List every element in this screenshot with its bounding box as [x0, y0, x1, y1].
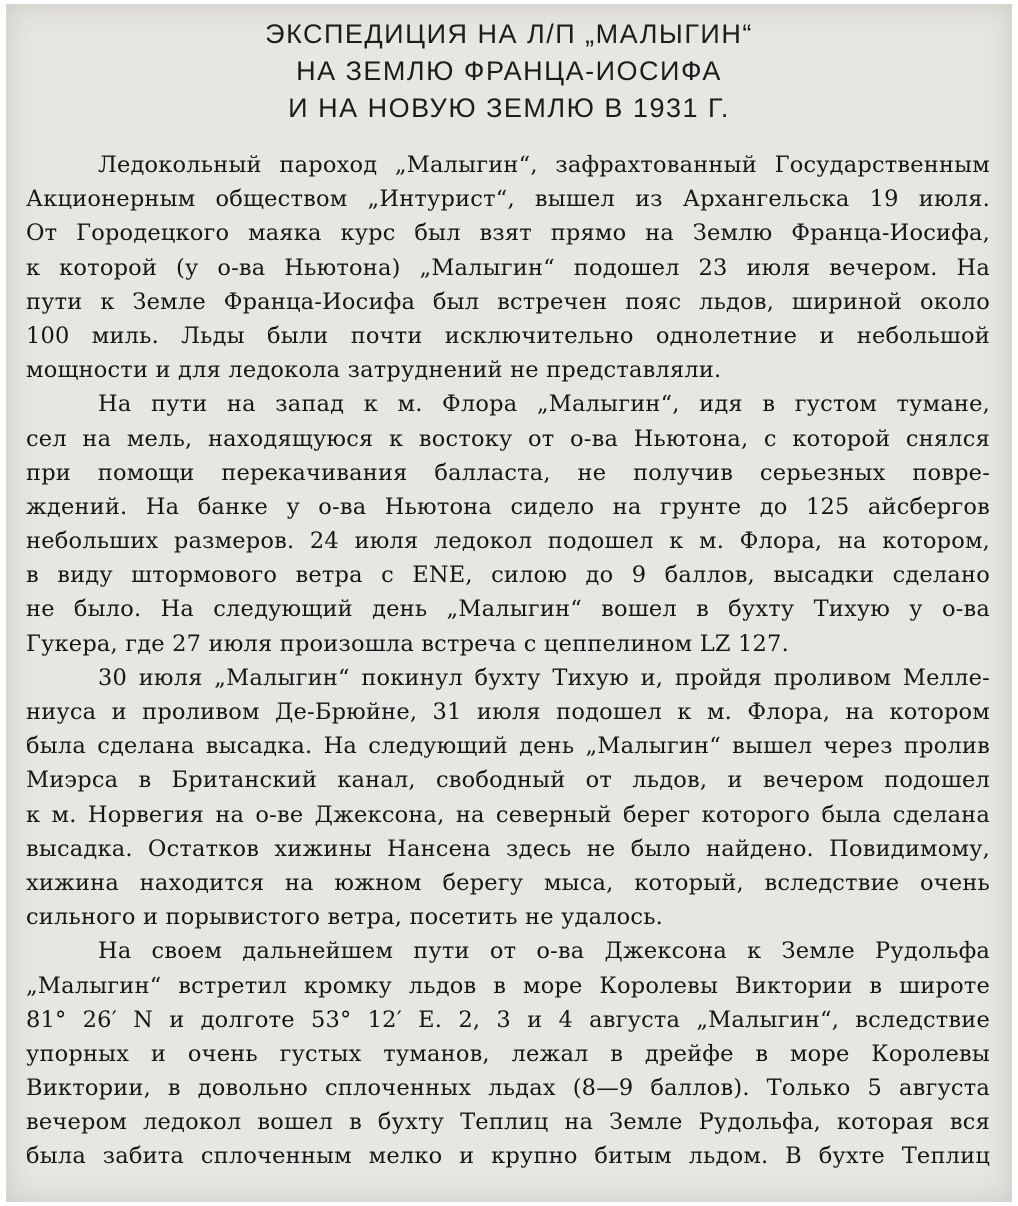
document-page	[6, 4, 1012, 1202]
text-line: при помощи перекачивания балласта, не получив серьезных повре-	[26, 459, 990, 486]
text-line: к м. Норвегия на о-ве Джексона, на северный берег которого была сделана	[26, 801, 990, 828]
text-line: высадка. Остатков хижины Нансена здесь не было найдено. Повидимому,	[26, 835, 990, 862]
text-line: вечером ледокол вошел в бухту Теплиц на Земле Рудольфа, которая вся	[26, 1109, 990, 1136]
text-line: На пути на запад к м. Флора „Малыгин“, идя в густом тумане,	[98, 391, 990, 418]
text-line: в виду штормового ветра с ENE, силою до 9 баллов, высадки сделано	[26, 562, 990, 589]
document-title	[6, 16, 1012, 127]
text-line: 81° 26′ N и долготе 53° 12′ E. 2, 3 и 4 августа „Малыгин“, вследствие	[26, 1006, 990, 1033]
text-line: пути к Земле Франца-Иосифа был встречен пояс льдов, шириной около	[26, 288, 990, 315]
text-line: Виктории, в довольно сплоченных льдах (8—9 баллов). Только 5 августа	[26, 1075, 990, 1102]
text-line: была сделана высадка. На следующий день „Малыгин“ вышел через пролив	[26, 733, 990, 760]
text-line: хижина находится на южном берегу мыса, который, вследствие очень	[26, 869, 990, 896]
title-line-2: НА ЗЕМЛЮ ФРАНЦА-ИОСИФА	[296, 56, 722, 86]
text-line: упорных и очень густых туманов, лежал в дрейфе в море Королевы	[26, 1040, 990, 1067]
text-line: 100 миль. Льды были почти исключительно однолетние и небольшой	[26, 322, 990, 349]
title-line-3: И НА НОВУЮ ЗЕМЛЮ В 1931 Г.	[288, 93, 730, 123]
text-line: От Городецкого маяка курс был взят прямо на Землю Франца-Иосифа,	[26, 220, 990, 247]
text-line: 30 июля „Малыгин“ покинул бухту Тихую и, пройдя проливом Меллe-	[98, 664, 990, 691]
text-line: сильного и порывистого ветра, посетить не удалось.	[26, 904, 664, 931]
text-line: небольших размеров. 24 июля ледокол подошел к м. Флора, на котором,	[26, 528, 990, 555]
text-line: Миэрса в Британский канал, свободный от льдов, и вечером подошел	[26, 767, 990, 794]
text-line: ниуса и проливом Де-Брюйне, 31 июля подошел к м. Флора, на котором	[26, 699, 990, 725]
text-line: к которой (у о-ва Ньютона) „Малыгин“ подошел 23 июля вечером. На	[26, 254, 990, 281]
text-line: сел на мель, находящуюся к востоку от о-ва Ньютона, с которой снялся	[26, 425, 990, 452]
text-line: не было. На следующий день „Малыгин“ вошел в бухту Тихую у о-ва	[26, 596, 990, 623]
text-line: Акционерным обществом „Интурист“, вышел из Архангельска 19 июля.	[26, 186, 990, 213]
text-line: ждений. На банке у о-ва Ньютона сидело на грунте до 125 айсбергов	[26, 493, 990, 520]
document-body	[26, 148, 990, 1174]
text-line: „Малыгин“ встретил кромку льдов в море Королевы Виктории в широте	[26, 972, 990, 999]
text-line: На своем дальнейшем пути от о-ва Джексона к Земле Рудольфа	[98, 938, 990, 965]
text-line: мощности и для ледокола затруднений не представляли.	[26, 357, 722, 384]
text-line: Гукера, где 27 июля произошла встреча с цеппелином LZ 127.	[26, 630, 789, 657]
text-line: была забита сплоченным мелко и крупно битым льдом. В бухте Теплиц	[26, 1143, 990, 1170]
title-line-1: ЭКСПЕДИЦИЯ НА Л/П „МАЛЫГИН“	[265, 19, 753, 49]
text-line: Ледокольный пароход „Малыгин“, зафрахтованный Государственным	[98, 152, 990, 178]
